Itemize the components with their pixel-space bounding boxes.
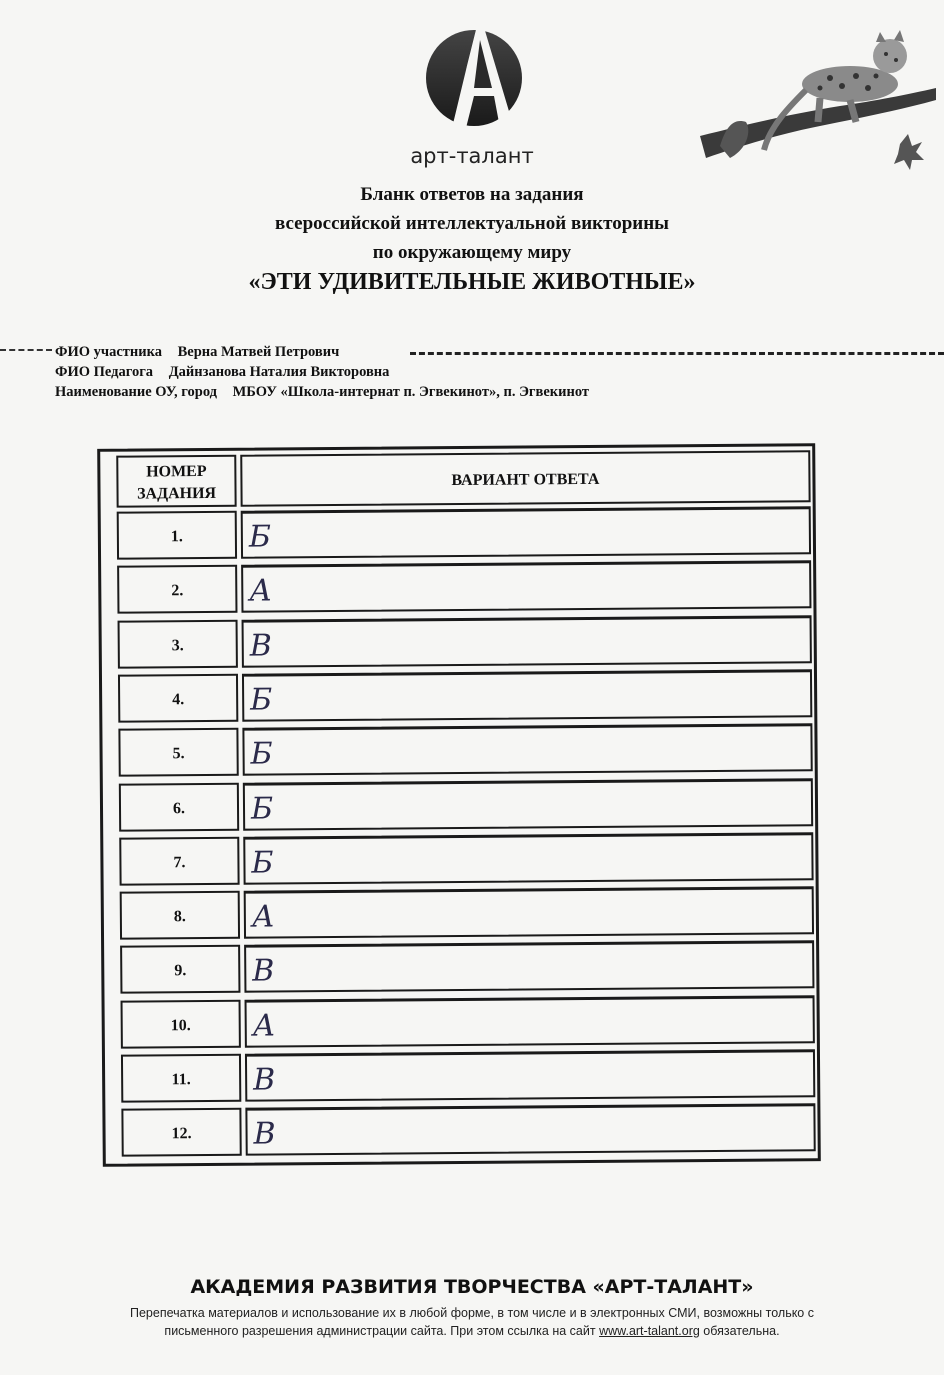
- table-row: [120, 886, 816, 939]
- handwritten-answer: А: [249, 573, 273, 609]
- title-line-1: Бланк ответов на задания: [360, 184, 584, 205]
- answer-cell: [244, 941, 814, 993]
- footer-line-2: [55, 1322, 889, 1340]
- table-row: [118, 615, 814, 668]
- art-talant-logo-icon: [422, 10, 527, 145]
- handwritten-answer: Б: [250, 790, 274, 827]
- title-line-3: по окружающему миру: [372, 242, 572, 263]
- handwritten-answer: Б: [250, 682, 273, 718]
- table-row: [119, 832, 815, 885]
- handwritten-answer: В: [253, 1116, 276, 1152]
- column-answer-header: ВАРИАНТ ОТВЕТА: [240, 450, 810, 506]
- table-row: [119, 778, 815, 831]
- table-row: [120, 941, 816, 994]
- handwritten-answer: А: [251, 899, 275, 935]
- task-number: 7.: [119, 837, 239, 886]
- table-row: [121, 1049, 817, 1102]
- answer-cell: [242, 723, 812, 775]
- answer-cell: [243, 778, 813, 830]
- footer-line-2-start: письменного разрешения администрации сайта. При этом ссылка на сайт: [164, 1324, 596, 1338]
- quiz-name: «ЭТИ УДИВИТЕЛЬНЫЕ ЖИВОТНЫЕ»: [248, 269, 696, 295]
- task-number: 2.: [117, 565, 237, 614]
- handwritten-answer: Б: [250, 736, 273, 772]
- column-number-line-1: НОМЕР: [146, 462, 207, 481]
- footer-notice: [55, 1304, 889, 1340]
- handwritten-answer: А: [252, 1008, 276, 1044]
- title-line-2: всероссийской интеллектуальной викторины: [275, 213, 669, 234]
- school-value: МБОУ «Школа-интернат п. Эгвекинот», п. Эгвекинот: [232, 384, 590, 400]
- table-row: [118, 723, 814, 776]
- table-row: [118, 669, 814, 722]
- answer-cell: [242, 669, 812, 721]
- participant-label: ФИО участника: [55, 344, 162, 360]
- cut-line-left: [0, 349, 52, 351]
- participant-row: [55, 342, 905, 362]
- school-row: [55, 382, 905, 402]
- table-row: [117, 561, 813, 614]
- answer-table: [97, 443, 821, 1167]
- handwritten-answer: В: [249, 628, 272, 664]
- handwritten-answer: Б: [251, 845, 274, 881]
- teacher-value: Дайнзанова Наталия Викторовна: [168, 364, 390, 380]
- answer-cell: [245, 1104, 815, 1156]
- task-number: 5.: [118, 728, 238, 777]
- task-number: 1.: [117, 511, 237, 560]
- leopard-on-branch-icon: [700, 26, 936, 174]
- handwritten-answer: Б: [248, 519, 272, 555]
- table-row: [121, 995, 817, 1048]
- table-row: [117, 506, 813, 559]
- teacher-label: ФИО Педагога: [55, 364, 154, 380]
- handwritten-answer: В: [252, 953, 275, 990]
- answer-cell: [241, 506, 811, 558]
- task-number: 8.: [120, 891, 240, 940]
- site-link[interactable]: www.art-talant.org: [599, 1324, 700, 1338]
- task-number: 6.: [119, 782, 239, 831]
- task-number: 12.: [121, 1108, 241, 1157]
- footer-line-1: Перепечатка материалов и использование их в любой форме, в том числе и в электронных СМИ, возможны только с: [129, 1306, 814, 1320]
- table-header: [116, 450, 812, 509]
- school-label: Наименование ОУ, город: [55, 384, 217, 400]
- answer-cell: [245, 1049, 815, 1101]
- task-number: 4.: [118, 674, 238, 723]
- task-number: 11.: [121, 1054, 241, 1103]
- task-number: 9.: [120, 945, 240, 994]
- sheet-titles: [180, 180, 764, 297]
- participant-value: Верна Матвей Петрович: [177, 344, 340, 360]
- answer-cell: [241, 561, 811, 613]
- task-number: 3.: [118, 619, 238, 668]
- column-number-header: [116, 455, 236, 508]
- task-number: 10.: [121, 999, 241, 1048]
- brand-name: арт-талант: [410, 144, 534, 168]
- answer-cell: [242, 615, 812, 667]
- handwritten-answer: В: [253, 1062, 276, 1098]
- participant-info: [55, 342, 905, 402]
- answer-cell: [243, 832, 813, 884]
- answer-cell: [245, 995, 815, 1047]
- footer-title: АКАДЕМИЯ РАЗВИТИЯ ТВОРЧЕСТВА «АРТ-ТАЛАНТ»: [190, 1276, 754, 1298]
- table-row: [121, 1103, 817, 1156]
- footer-line-2-end: обязательна.: [703, 1324, 780, 1338]
- column-number-line-2: ЗАДАНИЯ: [136, 484, 217, 503]
- answer-cell: [244, 886, 814, 938]
- teacher-row: [55, 362, 905, 382]
